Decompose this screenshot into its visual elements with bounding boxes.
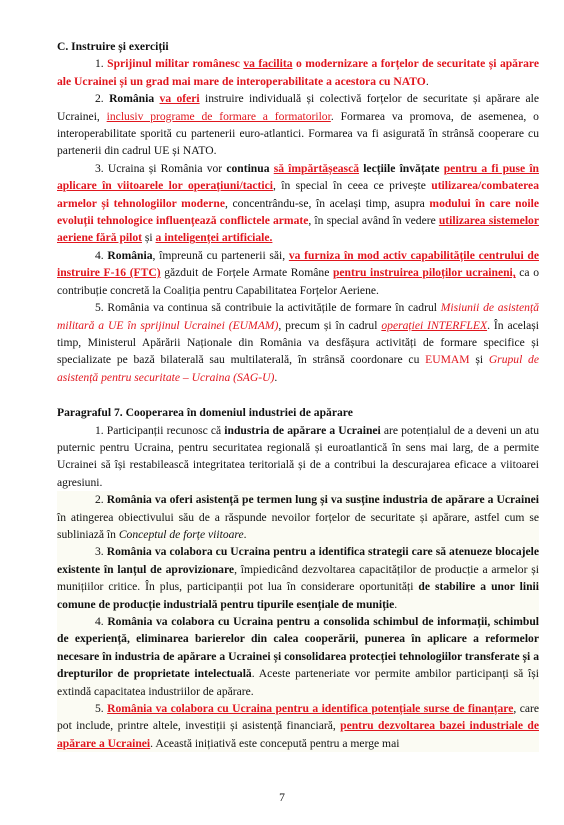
paragraph-7-2: 2. România va oferi asistență pe termen lung și va susține industria de apărare a Ucrainei în atingerea obiectivului său de a răspunde nevoilor forțelor de securitate și apărare, astfel cum se subliniază în Conceptul de forțe viitoare. [57,491,539,543]
paragraph-c-4: 4. România, împreună cu partenerii săi, va furniza în mod activ capabilitățile centrului de instruire F-16 (FTC) găzduit de Forțele Armate Române pentru instruirea piloților ucraineni, ca o contribuție concretă la Coaliția pentru Capabilitatea Forțelor Aeriene. [57,248,539,297]
section-title-c: C. Instruire și exerciții [57,40,169,53]
section-gap [57,386,539,404]
document-page [57,38,539,752]
paragraph-7-1: 1. Participanții recunosc că industria de apărare a Ucrainei are potențialul de a deveni un atu puternic pentru Ucraina, pentru securitatea regională și euroatlantică în sens mai larg, de a permite Ucrainei să își restabilească integritatea teritorială și de a contribui la descurajarea eficace a viitoarei agresiuni. [57,423,539,489]
paragraph-c-1: 1. Sprijinul militar românesc va facilita o modernizare a forțelor de securitate și apărare ale Ucrainei și un grad mai mare de interoperabilitate a acestora cu NATO. [57,57,540,88]
paragraph-7-3: 3. România va colabora cu Ucraina pentru a identifica strategii care să atenueze blocajele existente în lanțul de aprovizionare, împiedicând dezvoltarea capacităților de producție a armelor și munițiilor critice. În plus, participanții pot lua în considerare oportunități de stabilire a unor linii comune de producție industrială pentru tipurile esențiale de muniție. [57,543,539,613]
paragraph-c-5: 5. România va continua să contribuie la activitățile de formare în cadrul Misiunii de asistență militară a UE în sprijinul Ucrainei (EUMAM), precum și în cadrul operației INTERFLEX. În același timp, Ministerul Apărării Naționale din România va desfășura activități de formare specifice și specializate pe bază bilaterală sau multilaterală, în strânsă coordonare cu EUMAM și Grupul de asistență pentru securitate – Ucraina (SAG-U). [57,301,540,384]
paragraph-7-5: 5. România va colabora cu Ucraina pentru a identifica potențiale surse de finanțare, care pot include, printre altele, investiții și asistență financiară, pentru dezvoltarea bazei industriale de apărare a Ucrainei. Această inițiativă este concepută pentru a merge mai [57,700,539,752]
paragraph-7-4: 4. România va colabora cu Ucraina pentru a consolida schimbul de informații, schimbul de experiență, eliminarea barierelor din calea cooperării, punerea în aplicare a reformelor necesare în industria de apărare a Ucrainei și consolidarea protecției tehnologiilor transferate și a drepturilor de proprietate intelectuală. Aceste parteneriate vor permite ambilor participanți să își extindă capacitatea industriilor de apărare. [57,613,539,700]
page-number: 7 [279,791,285,804]
paragraph-c-2: 2. România va oferi instruire individuală și colectivă forțelor de securitate și apărare ale Ucrainei, inclusiv programe de formare a formatorilor. Formarea va promova, de asemenea, o interoperabilitate sporită cu partenerii euro-atlantici. Formarea va fi asigurată în strânsă cooperare cu partenerii din cadrul UE și NATO. [57,92,540,158]
paragraph-c-3: 3. Ucraina și România vor continua să împărtășească lecțiile învățate pentru a fi puse în aplicare în viitoarele lor operațiuni/tactici, în special în ceea ce privește utilizarea/combaterea armelor și tehnologiilor moderne, concentrându-se, în același timp, asupra modului în care noile evoluții tehnologice influențează conflictele armate, în special având în vedere utilizarea sistemelor aeriene fără pilot și a inteligenței artificiale. [57,161,540,245]
section-title-7: Paragraful 7. Cooperarea în domeniul industriei de apărare [57,406,353,420]
